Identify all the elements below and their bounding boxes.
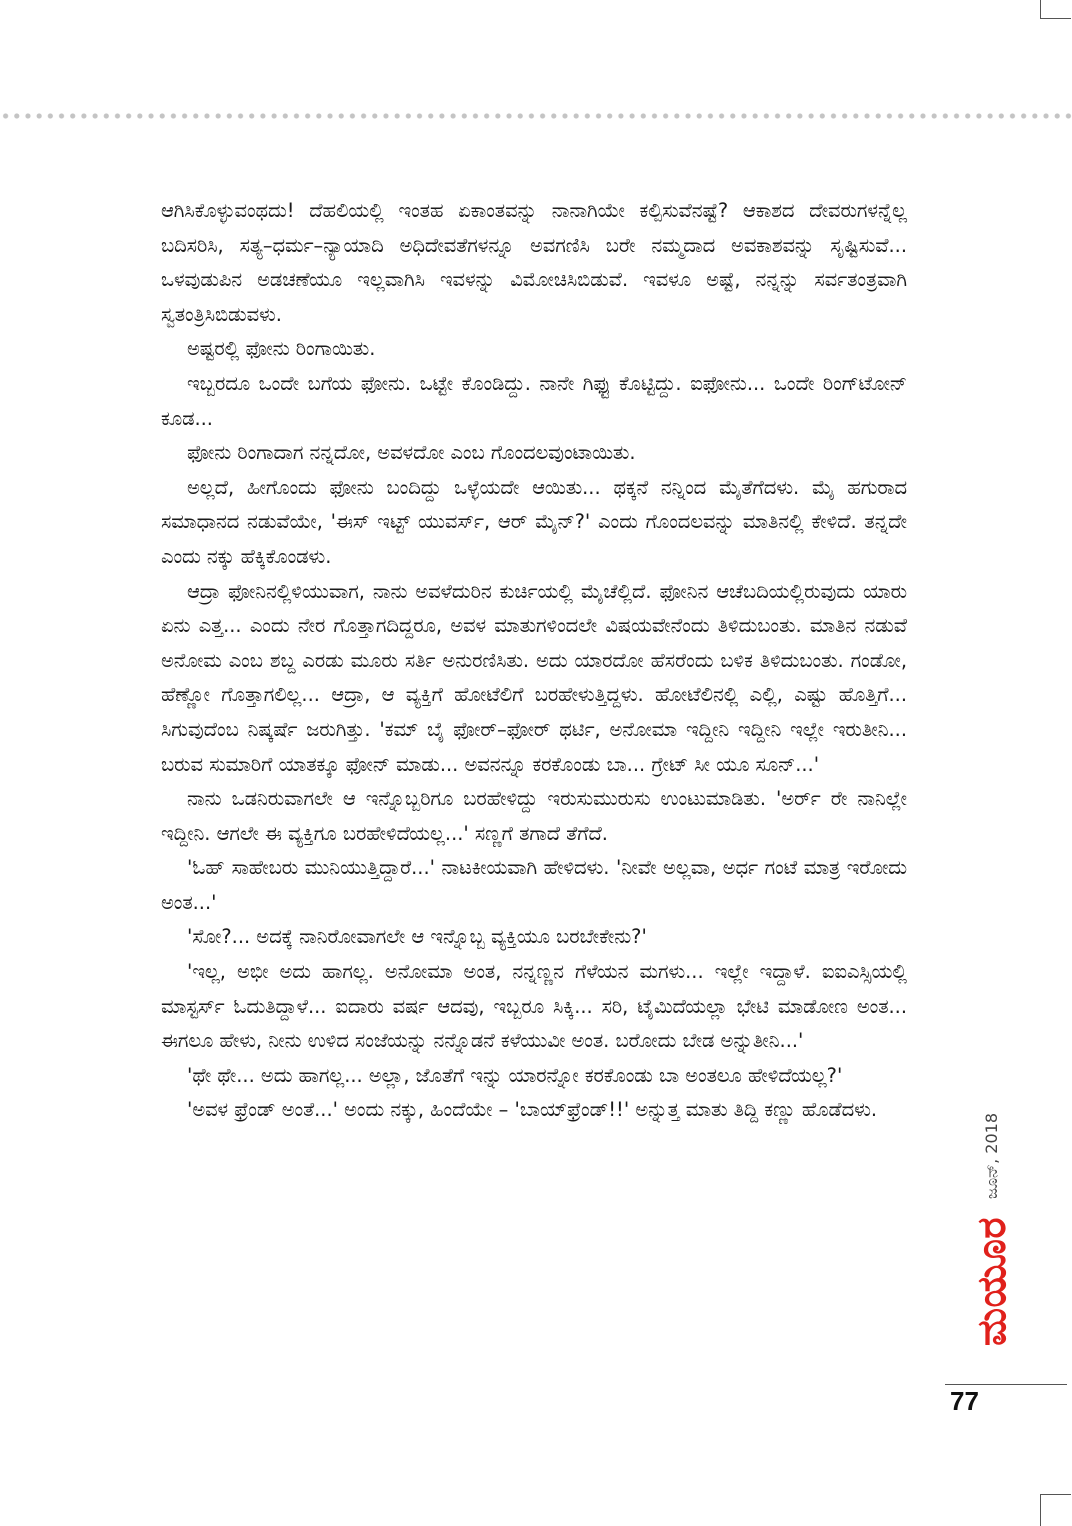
sidebar-rotated <box>968 1113 1016 1346</box>
paragraph-4: ಫೋನು ರಿಂಗಾದಾಗ ನನ್ನದೋ, ಅವಳದೋ ಎಂಬ ಗೊಂದಲವುಂಟಾಯಿತು. <box>187 441 636 465</box>
magazine-logo: ಮಯೂರ <box>969 1216 1015 1346</box>
paragraph-5: ಅಲ್ಲದೆ, ಹೀಗೊಂದು ಫೋನು ಬಂದಿದ್ದು ಒಳ್ಳೆಯದೇ ಆಯಿತು... ಥಕ್ಕನೆ ನನ್ನಿಂದ ಮೈತೆಗೆದಳು. ಮೈ ಹಗುರಾದ ಸಮಾಧಾನದ ನಡುವೆಯೇ, 'ಈಸ್ ಇಟ್ಟ್ ಯುವರ್ಸ್, ಆರ್ ಮೈನ್?' ಎಂದು ಗೊಂದಲವನ್ನು ಮಾತಿನಲ್ಲಿ ಕೇಳಿದೆ. ತನ್ನದೇ ಎಂದು ನಕ್ಕು ಹೆಕ್ಕಿಕೊಂಡಳು. <box>161 475 907 568</box>
paragraph-1: ಆಗಿಸಿಕೊಳ್ಳುವಂಥದು! ದೆಹಲಿಯಲ್ಲಿ ಇಂತಹ ಏಕಾಂತವನ್ನು ನಾನಾಗಿಯೇ ಕಲ್ಪಿಸುವೆನಷ್ಟೆ? ಆಕಾಶದ ದೇವರುಗಳನ್ನೆಲ್ಲ ಬದಿಸರಿಸಿ, ಸತ್ಯ–ಧರ್ಮ–ನ್ಯಾಯಾದಿ ಅಧಿದೇವತೆಗಳನ್ನೂ ಅವಗಣಿಸಿ ಬರೇ ನಮ್ಮದಾದ ಅವಕಾಶವನ್ನು ಸೃಷ್ಟಿಸುವೆ... ಒಳವುಡುಪಿನ ಅಡಚಣೆಯೂ ಇಲ್ಲವಾಗಿಸಿ ಇವಳನ್ನು ವಿಮೋಚಿಸಿಬಿಡುವೆ. ಇವಳೂ ಅಷ್ಟೆ, ನನ್ನನ್ನು ಸರ್ವತಂತ್ರವಾಗಿ ಸ್ವತಂತ್ರಿಸಿಬಿಡುವಳು. <box>161 199 907 326</box>
paragraph-2: ಅಷ್ಟರಲ್ಲಿ ಫೋನು ರಿಂಗಾಯಿತು. <box>187 337 376 361</box>
paragraph-6: ಆದ್ರಾ ಫೋನಿನಲ್ಲಿಳಿಯುವಾಗ, ನಾನು ಅವಳೆದುರಿನ ಕುರ್ಚಿಯಲ್ಲಿ ಮೈಚೆಲ್ಲಿದೆ. ಫೋನಿನ ಆಚೆಬದಿಯಲ್ಲಿರುವುದು ಯಾರು ಏನು ಎತ್ತ... ಎಂದು ನೇರ ಗೊತ್ತಾಗದಿದ್ದರೂ, ಅವಳ ಮಾತುಗಳಿಂದಲೇ ವಿಷಯವೇನೆಂದು ತಿಳಿದುಬಂತು. ಮಾತಿನ ನಡುವೆ ಅನೋಮ ಎಂಬ ಶಬ್ದ ಎರಡು ಮೂರು ಸರ್ತಿ ಅನುರಣಿಸಿತು. ಅದು ಯಾರದೋ ಹೆಸರೆಂದು ಬಳಿಕ ತಿಳಿದುಬಂತು. ಗಂಡೋ, ಹೆಣ್ಣೋ ಗೊತ್ತಾಗಲಿಲ್ಲ... ಆದ್ರಾ, ಆ ವ್ಯಕ್ತಿಗೆ ಹೋಟೆಲಿಗೆ ಬರಹೇಳುತ್ತಿದ್ದಳು. ಹೋಟೆಲಿನಲ್ಲಿ ಎಲ್ಲಿ, ಎಷ್ಟು ಹೊತ್ತಿಗೆ... ಸಿಗುವುದೆಂಬ ನಿಷ್ಕರ್ಷೆ ಜರುಗಿತ್ತು. 'ಕಮ್ ಬೈ ಫೋರ್–ಫೋರ್ ಥರ್ಟಿ, ಅನೋಮಾ ಇದ್ದೀನಿ ಇದ್ದೀನಿ ಇಲ್ಲೇ ಇರುತೀನಿ... ಬರುವ ಸುಮಾರಿಗೆ ಯಾತಕ್ಕೂ ಫೋನ್ ಮಾಡು... ಅವನನ್ನೂ ಕರಕೊಂಡು ಬಾ... ಗ್ರೇಟ್ ಸೀ ಯೂ ಸೂನ್...' <box>161 579 907 776</box>
magazine-sidebar <box>944 1090 1015 1370</box>
paragraph-3: ಇಬ್ಬರದೂ ಒಂದೇ ಬಗೆಯ ಫೋನು. ಒಟ್ಟೇ ಕೊಂಡಿದ್ದು. ನಾನೇ ಗಿಫ್ಟು ಕೊಟ್ಟಿದ್ದು. ಐಫೋನು... ಒಂದೇ ರಿಂಗ್‌ಟೋನ್ ಕೂಡ... <box>161 371 907 430</box>
paragraph-7: ನಾನು ಒಡನಿರುವಾಗಲೇ ಆ ಇನ್ನೊಬ್ಬರಿಗೂ ಬರಹೇಳಿದ್ದು ಇರುಸುಮುರುಸು ಉಂಟುಮಾಡಿತು. 'ಅರ್ರ್ ರೇ ನಾನಿಲ್ಲೇ ಇದ್ದೀನಿ. ಆಗಲೇ ಈ ವ್ಯಕ್ತಿಗೂ ಬರಹೇಳಿದೆಯಲ್ಲ...' ಸಣ್ಣಗೆ ತಗಾದೆ ತೆಗೆದೆ. <box>161 787 907 845</box>
paragraph-12: 'ಅವಳ ಫ್ರೆಂಡ್ ಅಂತೆ...' ಅಂದು ನಕ್ಕು, ಹಿಂದೆಯೇ – 'ಬಾಯ್‌ಫ್ರೆಂಡ್!!' ಅನ್ನುತ್ತ ಮಾತು ತಿದ್ದಿ ಕಣ್ಣು ಹೊಡೆದಳು. <box>187 1098 878 1122</box>
paragraph-11: 'ಥೇ ಥೇ... ಅದು ಹಾಗಲ್ಲ... ಅಲ್ಲಾ, ಜೊತೆಗೆ ಇನ್ನು ಯಾರನ್ನೋ ಕರಕೊಂಡು ಬಾ ಅಂತಲೂ ಹೇಳಿದೆಯಲ್ಲ?' <box>187 1063 843 1087</box>
paragraph-10: 'ಇಲ್ಲ, ಅಭೀ ಅದು ಹಾಗಲ್ಲ. ಅನೋಮಾ ಅಂತ, ನನ್ನಣ್ಣನ ಗೆಳೆಯನ ಮಗಳು... ಇಲ್ಲೇ ಇದ್ದಾಳೆ. ಐಐಎಸ್ಸಿಯಲ್ಲಿ ಮಾಸ್ಟರ್ಸ್ ಓದುತಿದ್ದಾಳೆ... ಐದಾರು ವರ್ಷ ಆದವು, ಇಬ್ಬರೂ ಸಿಕ್ಕಿ... ಸರಿ, ಟೈಮಿದೆಯಲ್ಲಾ ಭೇಟಿ ಮಾಡೋಣ ಅಂತ... ಈಗಲೂ ಹೇಳು, ನೀನು ಉಳಿದ ಸಂಜೆಯನ್ನು ನನ್ನೊಡನೆ ಕಳೆಯುವೀ ಅಂತ. ಬರೋದು ಬೇಡ ಅನ್ನುತೀನಿ...' <box>161 960 907 1053</box>
paragraph-8: 'ಓಹ್ ಸಾಹೇಬರು ಮುನಿಯುತ್ತಿದ್ದಾರೆ...' ನಾಟಕೀಯವಾಗಿ ಹೇಳಿದಳು. 'ನೀವೇ ಅಲ್ಲವಾ, ಅರ್ಧ ಗಂಟೆ ಮಾತ್ರ ಇರೋದು ಅಂತ...' <box>161 856 907 914</box>
article-body <box>161 194 907 1128</box>
issue-date: ಜೂನ್, 2018 <box>982 1113 1001 1199</box>
paragraph-9: 'ಸೋ?... ಅದಕ್ಕೆ ನಾನಿರೋವಾಗಲೇ ಆ ಇನ್ನೊಬ್ಬ ವ್ಯಕ್ತಿಯೂ ಬರಬೇಕೇನು?' <box>187 925 647 949</box>
crop-mark-top <box>1040 0 1071 19</box>
page-number-rule <box>945 1384 1067 1385</box>
crop-mark-bottom <box>1040 1494 1071 1526</box>
page-number: 77 <box>950 1386 979 1416</box>
dotted-header-rule <box>0 112 1072 120</box>
